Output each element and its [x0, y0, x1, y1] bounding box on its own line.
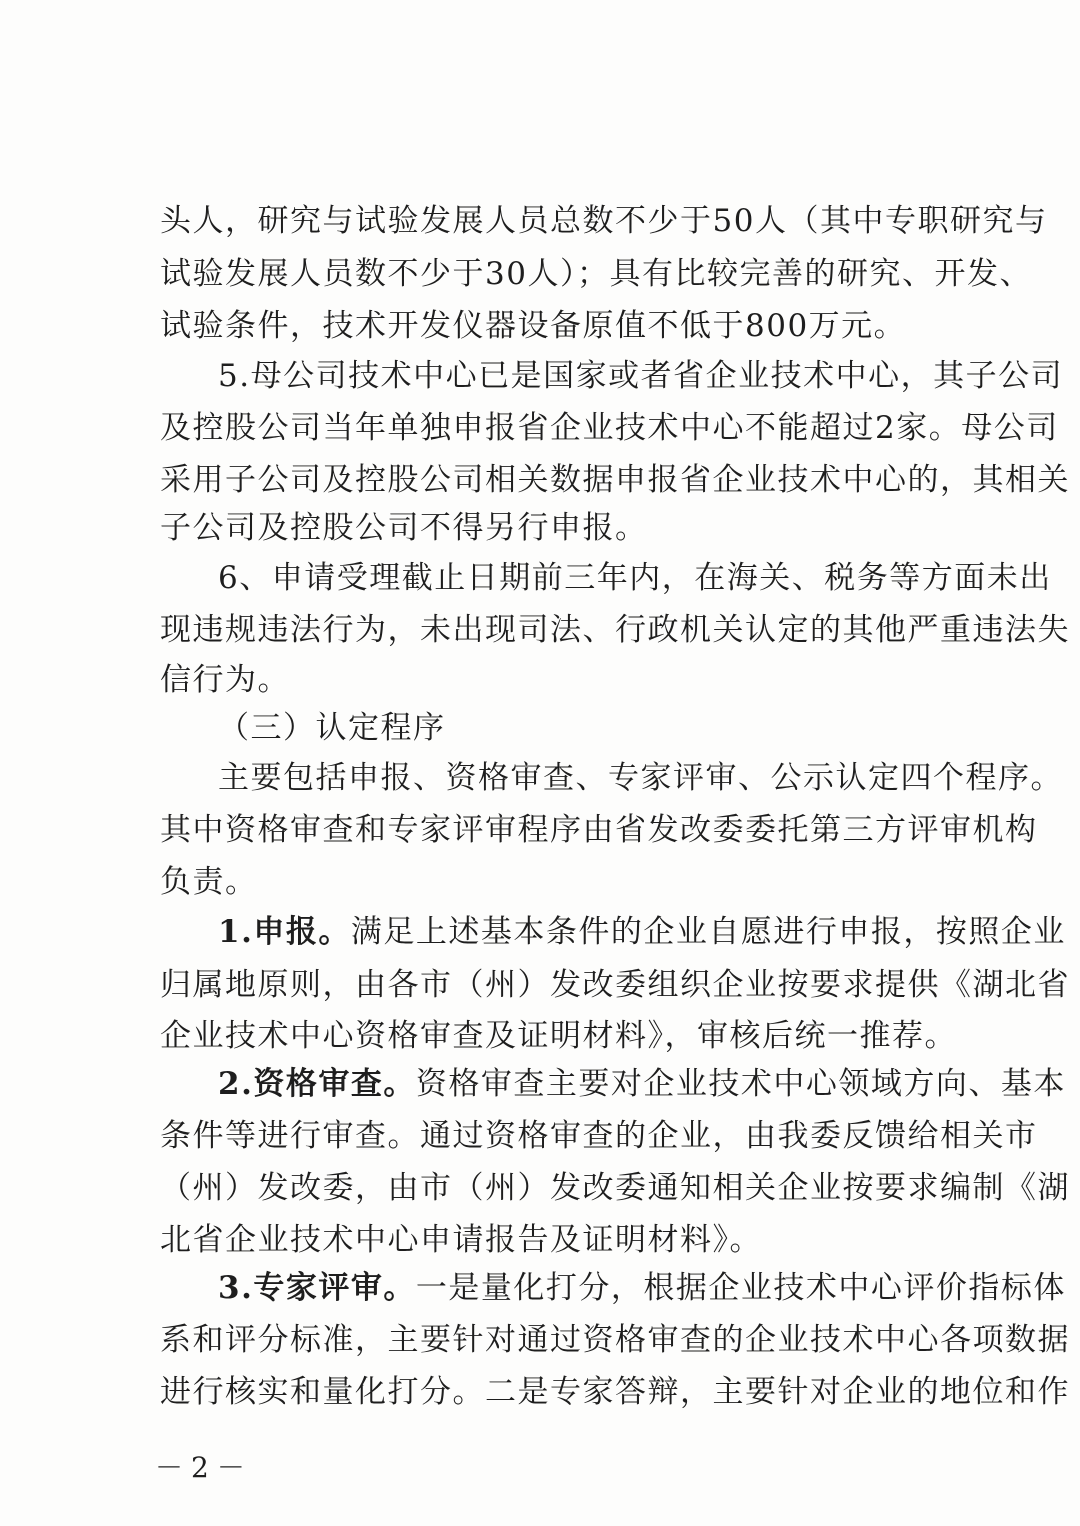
section-heading: （三）认定程序 — [218, 710, 446, 746]
text-line: 主要包括申报、资格审查、专家评审、公示认定四个程序。 — [218, 760, 1063, 796]
text-line: 5.母公司技术中心已是国家或者省企业技术中心，其子公司 — [218, 358, 1064, 394]
text-line: 6、申请受理截止日期前三年内，在海关、税务等方面未出 — [218, 560, 1052, 596]
text-line: 归属地原则，由各市（州）发改委组织企业按要求提供《湖北省 — [160, 967, 1070, 1003]
text-line: 负责。 — [160, 864, 258, 900]
text-line: 采用子公司及控股公司相关数据申报省企业技术中心的，其相关 — [160, 462, 1070, 498]
text-line: 头人，研究与试验发展人员总数不少于50人（其中专职研究与 — [160, 203, 1048, 239]
step-title: 3.专家评审。 — [218, 1270, 416, 1306]
text-line: 信行为。 — [160, 662, 290, 698]
text-line: 现违规违法行为，未出现司法、行政机关认定的其他严重违法失 — [160, 612, 1070, 648]
text-line: 及控股公司当年单独申报省企业技术中心不能超过2家。母公司 — [160, 410, 1059, 446]
text-line — [218, 912, 1066, 952]
text-line: 条件等进行审查。通过资格审查的企业，由我委反馈给相关市 — [160, 1118, 1038, 1154]
text-line: 企业技术中心资格审查及证明材料》，审核后统一推荐。 — [160, 1018, 957, 1054]
step-title: 2.资格审查。 — [218, 1066, 416, 1102]
text-line: 其中资格审查和专家评审程序由省发改委委托第三方评审机构 — [160, 812, 1038, 848]
text-line: 北省企业技术中心申请报告及证明材料》。 — [160, 1222, 762, 1258]
step-text: 资格审查主要对企业技术中心领域方向、基本 — [415, 1066, 1066, 1102]
text-line: 试验条件，技术开发仪器设备原值不低于800万元。 — [160, 308, 907, 344]
text-line: 试验发展人员数不少于30人）；具有比较完善的研究、开发、 — [160, 256, 1032, 292]
text-line: 进行核实和量化打分。二是专家答辩，主要针对企业的地位和作 — [160, 1374, 1070, 1410]
text-line — [218, 1064, 1066, 1104]
step-title: 1.申报。 — [218, 914, 351, 950]
step-text: 一是量化打分，根据企业技术中心评价指标体 — [415, 1270, 1066, 1306]
text-line: 子公司及控股公司不得另行申报。 — [160, 510, 648, 546]
text-line — [218, 1268, 1066, 1308]
text-line: 系和评分标准，主要针对通过资格审查的企业技术中心各项数据 — [160, 1322, 1070, 1358]
text-line: （州）发改委，由市（州）发改委通知相关企业按要求编制《湖 — [160, 1170, 1070, 1206]
page-number: －2－ — [155, 1451, 253, 1484]
step-text: 满足上述基本条件的企业自愿进行申报，按照企业 — [350, 914, 1066, 950]
